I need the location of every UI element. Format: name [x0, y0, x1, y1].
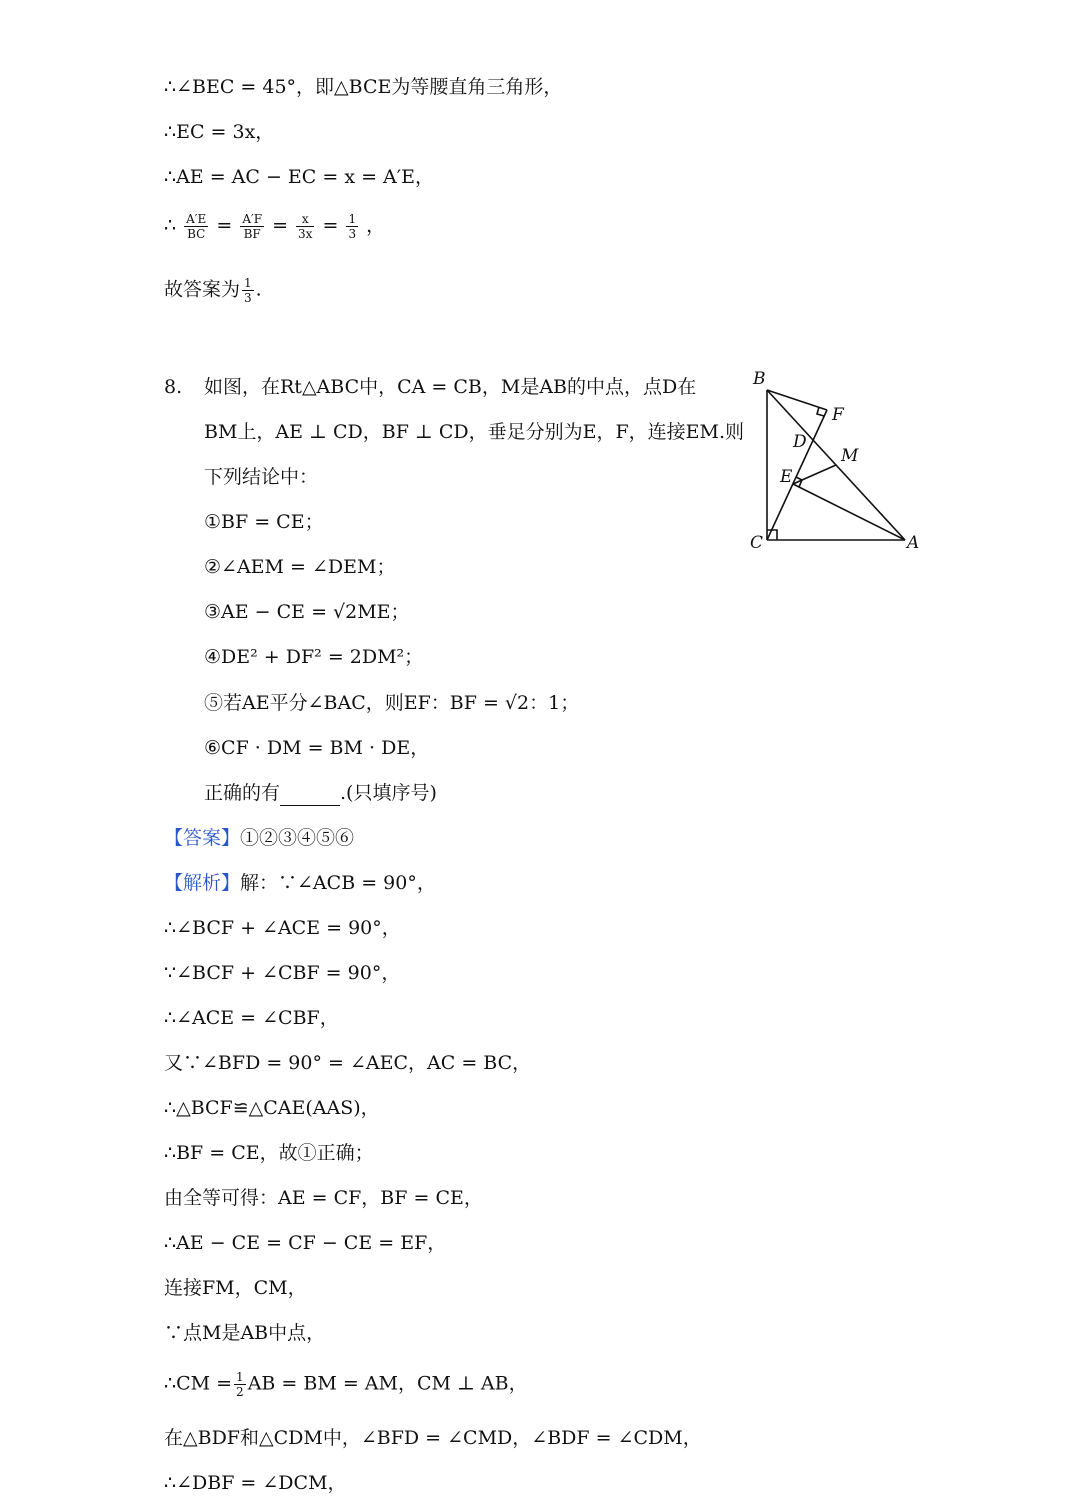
- segment-cf: [767, 410, 827, 540]
- answer-blank: [280, 787, 340, 806]
- previous-answer-line: 故答案为 $\frac{1}{3}$ .: [164, 276, 262, 305]
- punctuation: ，: [366, 214, 386, 237]
- fraction: $\frac{A'F}{BF}$: [242, 212, 263, 241]
- fraction: $\frac{1}{3}$: [348, 212, 357, 241]
- fraction: $\frac{1}{3}$: [244, 276, 252, 305]
- question-stem-line: BM上，AE ⊥ CD，BF ⊥ CD，垂足分别为E，F，连接EM.则: [204, 421, 745, 443]
- text-line: ∴∠ACE = ∠CBF，: [164, 1007, 339, 1029]
- question-stem-line: 如图，在Rt△ABC中，CA = CB，M是AB的中点，点D在: [204, 376, 697, 398]
- label-f: F: [832, 405, 844, 425]
- option-5: ⑤若AE平分∠BAC，则EF：BF = √2：1；: [204, 692, 580, 714]
- text-line: ∴AE = AC − EC = x = A′E，: [164, 166, 434, 188]
- fraction: $\frac{x}{3x}$: [298, 212, 313, 241]
- answer-tag: 【答案】: [164, 827, 241, 849]
- label-a: A: [907, 533, 920, 553]
- answer-value: ①②③④⑤⑥: [240, 827, 355, 849]
- answer-line: [164, 825, 354, 851]
- fill-blank-line: 正确的有 .(只填序号): [204, 782, 437, 804]
- label-d: D: [793, 432, 807, 452]
- fraction: $\frac{1}{2}$: [236, 1370, 244, 1399]
- option-6: ⑥CF · DM = BM · DE，: [204, 737, 430, 759]
- label-b: B: [753, 369, 766, 389]
- segment-ea: [793, 484, 905, 540]
- equals: =: [322, 214, 339, 237]
- equals: =: [216, 214, 233, 237]
- option-1: ①BF = CE；: [204, 511, 324, 533]
- text-line: 由全等可得：AE = CF，BF = CE，: [164, 1187, 483, 1209]
- cm-line: ∴CM = $\frac{1}{2}$ AB = BM = AM，CM ⊥ AB，: [164, 1370, 528, 1399]
- therefore-symbol: ∴: [164, 214, 177, 237]
- label-m: M: [841, 446, 859, 466]
- option-4: ④DE² + DF² = 2DM²；: [204, 646, 424, 668]
- label-c: C: [750, 533, 764, 553]
- text-line: 连接FM，CM，: [164, 1277, 307, 1299]
- text-line: ∴∠BEC = 45°，即△BCE为等腰直角三角形，: [164, 76, 563, 98]
- fraction: $\frac{A'E}{BC}$: [186, 212, 207, 241]
- equals: =: [272, 214, 288, 237]
- text-line: ∴∠BCF + ∠ACE = 90°，: [164, 917, 401, 939]
- option-2: ②∠AEM = ∠DEM；: [204, 556, 396, 578]
- analysis-line: 【解析】解：∵∠ACB = 90°，: [164, 872, 436, 894]
- ratio-line: [164, 212, 385, 241]
- text-line: 又∵∠BFD = 90° = ∠AEC，AC = BC，: [164, 1052, 532, 1074]
- text-line: ∴BF = CE，故①正确；: [164, 1142, 374, 1164]
- text-line: ∴△BCF≌△CAE(AAS)，: [164, 1097, 380, 1119]
- text-line: ∵点M是AB中点，: [164, 1322, 326, 1344]
- answer-text: 故答案为: [164, 278, 241, 301]
- text-line: ∵∠BCF + ∠CBF = 90°，: [164, 962, 401, 984]
- text-line: 在△BDF和△CDM中，∠BFD = ∠CMD，∠BDF = ∠CDM，: [164, 1427, 702, 1449]
- geometry-figure: [745, 362, 930, 562]
- option-3: ③AE − CE = √2ME；: [204, 601, 410, 623]
- text-line: ∴∠DBF = ∠DCM，: [164, 1472, 347, 1494]
- analysis-tag: 【解析】: [164, 872, 241, 894]
- text-line: ∴AE − CE = CF − CE = EF，: [164, 1232, 447, 1254]
- label-e: E: [780, 467, 793, 487]
- question-number: 8.: [164, 376, 183, 398]
- text-line: ∴EC = 3x，: [164, 121, 275, 143]
- question-stem-line: 下列结论中：: [204, 466, 319, 488]
